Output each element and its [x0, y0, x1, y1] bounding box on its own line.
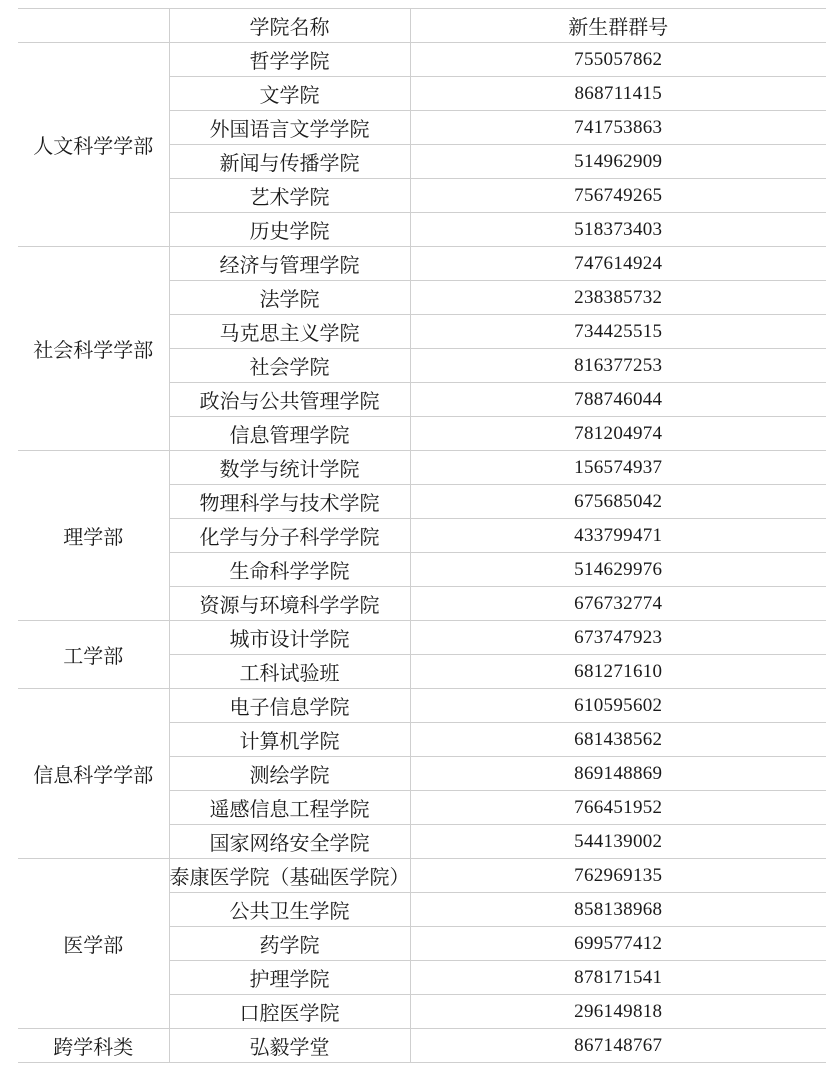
table-row [18, 1029, 826, 1063]
group-number-cell: 741753863 [410, 111, 826, 145]
group-number-cell: 766451952 [410, 791, 826, 825]
group-number-cell: 756749265 [410, 179, 826, 213]
college-name-cell: 物理科学与技术学院 [169, 485, 410, 519]
college-name-cell: 信息管理学院 [169, 417, 410, 451]
group-number-cell: 699577412 [410, 927, 826, 961]
group-number-cell: 676732774 [410, 587, 826, 621]
college-name-cell: 社会学院 [169, 349, 410, 383]
college-name-cell: 弘毅学堂 [169, 1029, 410, 1063]
group-number-cell: 681271610 [410, 655, 826, 689]
group-number-cell: 755057862 [410, 43, 826, 77]
college-name-cell: 工科试验班 [169, 655, 410, 689]
college-name-cell: 药学院 [169, 927, 410, 961]
department-cell: 医学部 [18, 859, 169, 1029]
college-name-cell: 马克思主义学院 [169, 315, 410, 349]
table-row [18, 451, 826, 485]
college-name-cell: 数学与统计学院 [169, 451, 410, 485]
group-number-cell: 544139002 [410, 825, 826, 859]
group-number-table [18, 8, 826, 1063]
department-cell: 信息科学学部 [18, 689, 169, 859]
department-cell: 社会科学学部 [18, 247, 169, 451]
department-header [18, 9, 169, 43]
college-name-cell: 经济与管理学院 [169, 247, 410, 281]
group-number-cell: 518373403 [410, 213, 826, 247]
college-name-cell: 新闻与传播学院 [169, 145, 410, 179]
college-name-cell: 资源与环境科学学院 [169, 587, 410, 621]
college-name-cell: 政治与公共管理学院 [169, 383, 410, 417]
college-name-cell: 法学院 [169, 281, 410, 315]
college-name-cell: 泰康医学院（基础医学院） [169, 859, 410, 893]
table-body [18, 43, 826, 1063]
table-row [18, 689, 826, 723]
college-name-cell: 公共卫生学院 [169, 893, 410, 927]
group-number-cell: 878171541 [410, 961, 826, 995]
group-number-cell: 858138968 [410, 893, 826, 927]
group-number-cell: 433799471 [410, 519, 826, 553]
group-number-cell: 781204974 [410, 417, 826, 451]
table-row [18, 247, 826, 281]
college-name-cell: 口腔医学院 [169, 995, 410, 1029]
group-number-cell: 673747923 [410, 621, 826, 655]
group-number-cell: 734425515 [410, 315, 826, 349]
group-number-cell: 610595602 [410, 689, 826, 723]
group-number-cell: 514629976 [410, 553, 826, 587]
group-number-cell: 514962909 [410, 145, 826, 179]
department-cell: 跨学科类 [18, 1029, 169, 1063]
group-number-cell: 869148869 [410, 757, 826, 791]
college-name-cell: 文学院 [169, 77, 410, 111]
table-row [18, 43, 826, 77]
college-name-cell: 外国语言文学学院 [169, 111, 410, 145]
college-name-cell: 历史学院 [169, 213, 410, 247]
header-row [18, 9, 826, 43]
college-name-cell: 化学与分子科学学院 [169, 519, 410, 553]
group-number-cell: 296149818 [410, 995, 826, 1029]
group-number-cell: 747614924 [410, 247, 826, 281]
group-number-cell: 867148767 [410, 1029, 826, 1063]
department-cell: 工学部 [18, 621, 169, 689]
college-name-cell: 计算机学院 [169, 723, 410, 757]
college-name-header: 学院名称 [169, 9, 410, 43]
table-row [18, 621, 826, 655]
college-name-cell: 生命科学学院 [169, 553, 410, 587]
college-name-cell: 哲学学院 [169, 43, 410, 77]
table-row [18, 859, 826, 893]
group-number-cell: 238385732 [410, 281, 826, 315]
group-number-cell: 816377253 [410, 349, 826, 383]
group-number-header: 新生群群号 [410, 9, 826, 43]
group-number-cell: 675685042 [410, 485, 826, 519]
college-name-cell: 国家网络安全学院 [169, 825, 410, 859]
department-cell: 理学部 [18, 451, 169, 621]
group-number-cell: 156574937 [410, 451, 826, 485]
department-cell: 人文科学学部 [18, 43, 169, 247]
group-number-cell: 788746044 [410, 383, 826, 417]
college-name-cell: 城市设计学院 [169, 621, 410, 655]
group-number-cell: 681438562 [410, 723, 826, 757]
college-name-cell: 护理学院 [169, 961, 410, 995]
college-name-cell: 测绘学院 [169, 757, 410, 791]
group-number-cell: 868711415 [410, 77, 826, 111]
college-name-cell: 遥感信息工程学院 [169, 791, 410, 825]
college-name-cell: 艺术学院 [169, 179, 410, 213]
group-number-cell: 762969135 [410, 859, 826, 893]
college-name-cell: 电子信息学院 [169, 689, 410, 723]
